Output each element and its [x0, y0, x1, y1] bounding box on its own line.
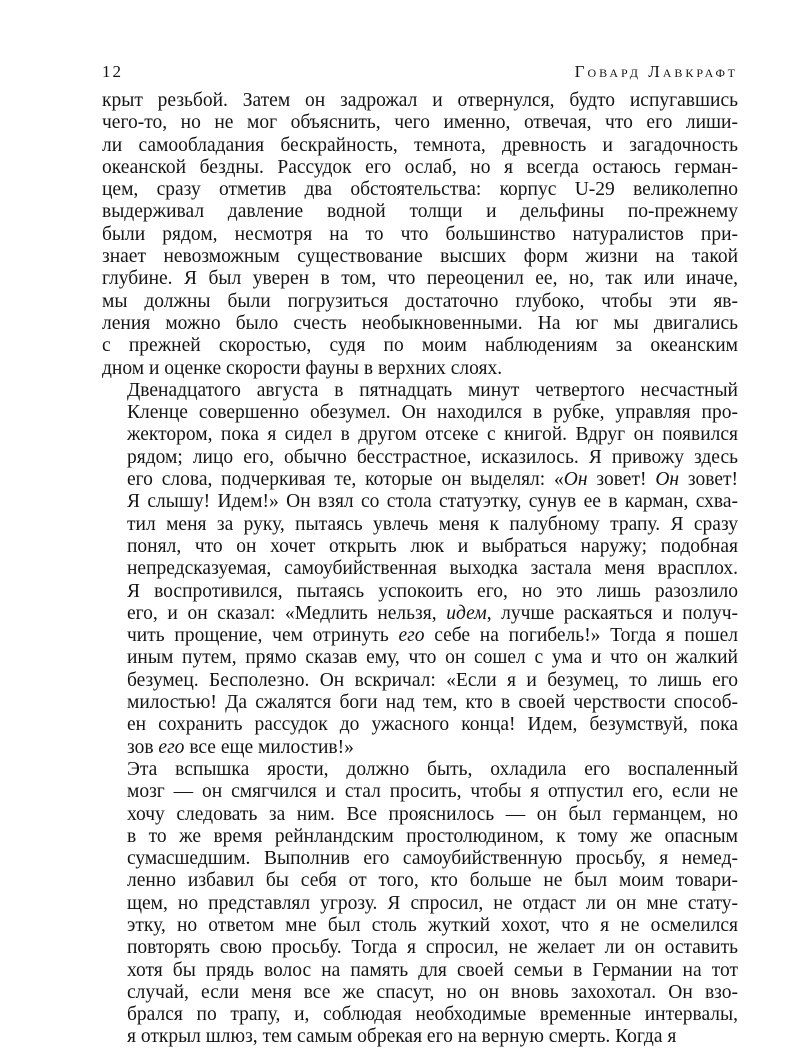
- book-author: Говард Лавкрафт: [574, 62, 738, 81]
- text-line: хотя бы прядь волос на память для своей семьи в Германии на тот: [127, 959, 738, 981]
- text-line: его слова, подчеркивая те, которые он выделял: «Он зовет! Он зовет!: [127, 469, 739, 491]
- text-line: Я воспротивился, пытаясь успокоить его, но это лишь разозлило: [127, 580, 738, 602]
- emphasis: идем: [446, 602, 487, 624]
- emphasis: его: [158, 736, 185, 758]
- text-line: ли самообладания бескрайность, темнота, древность и загадочность: [102, 134, 738, 156]
- text-line: мы должны были погрузиться достаточно глубоко, чтобы эти яв-: [102, 290, 738, 312]
- text-line: были рядом, несмотря на то что большинство натуралистов при-: [102, 223, 738, 245]
- text-line: Кленце совершенно обезумел. Он находился в рубке, управляя про-: [127, 402, 738, 424]
- text-line: жектором, пока я сидел в другом отсеке с книгой. Вдруг он появился: [127, 424, 738, 446]
- text-line: чить прощение, чем отринуть его себе на погибель!» Тогда я пошел: [127, 625, 738, 647]
- text-line: ленно избавил бы себя от того, кто больше не был моим товари-: [127, 870, 738, 892]
- text-line: знает невозможным существование высших форм жизни на такой: [102, 246, 738, 268]
- text-line: Двенадцатого августа в пятнадцать минут четвертого несчастный: [127, 379, 738, 401]
- text-line: Эта вспышка ярости, должно быть, охладила его воспаленный: [127, 758, 738, 780]
- text-line: выдерживал давление водной толщи и дельфины по-прежнему: [102, 201, 738, 223]
- text-line: океанской бездны. Рассудок его ослаб, но я всегда остаюсь герман-: [102, 156, 738, 178]
- paragraph: [102, 380, 738, 759]
- text-line: чего-то, но не мог объяснить, чего именно, отвечая, что его лиши-: [102, 112, 738, 134]
- emphasis: его: [398, 625, 425, 647]
- text-line: зов его все еще милостив!»: [127, 736, 354, 758]
- paragraph: [102, 90, 738, 380]
- text-line: крыт резьбой. Затем он задрожал и отвернулся, будто испугавшись: [102, 90, 738, 111]
- text-line: дном и оценке скорости фауны в верхних слоях.: [102, 357, 503, 379]
- text-line: щем, но представлял угрозу. Я спросил, не отдаст ли он мне стату-: [127, 892, 738, 914]
- text-line: ления можно было счесть необыкновенными. На юг мы двигались: [102, 312, 738, 334]
- text-line: сумасшедшим. Выполнив его самоубийственную просьбу, я немед-: [127, 848, 738, 870]
- text-line: понял, что он хочет открыть люк и выбраться наружу; подобная: [127, 535, 738, 557]
- text-line: в то же время рейнландским простолюдином, к тому же опасным: [127, 825, 738, 847]
- text-line: рядом; лицо его, обычно бесстрастное, исказилось. Я привожу здесь: [127, 446, 738, 468]
- text-line: Я слышу! Идем!» Он взял со стола статуэтку, сунув ее в карман, схва-: [127, 491, 738, 513]
- running-head: [102, 62, 738, 90]
- book-page: [102, 62, 738, 1049]
- paragraph: [102, 759, 738, 1049]
- text-line: тил меня за руку, пытаясь увлечь меня к палубному трапу. Я сразу: [127, 513, 738, 535]
- text-line: повторять свою просьбу. Тогда я спросил, не желает ли он оставить: [127, 937, 738, 959]
- text-line: мозг — он смягчился и стал просить, чтобы я отпустил его, если не: [127, 781, 738, 803]
- text-line: ен сохранить рассудок до ужасного конца! Идем, безумствуй, пока: [127, 714, 738, 736]
- text-line: этку, но ответом мне был столь жуткий хохот, что я не осмелился: [127, 914, 738, 936]
- text-line: хочу следовать за ним. Все прояснилось — он был германцем, но: [127, 803, 738, 825]
- emphasis: Он: [563, 469, 588, 491]
- text-line: его, и он сказал: «Медлить нельзя, идем, лучше раскаяться и получ-: [127, 602, 738, 624]
- page-number: 12: [102, 62, 123, 81]
- text-line: брался по трапу, и, соблюдая необходимые временные интервалы,: [127, 1004, 738, 1026]
- text-line: безумец. Бесполезно. Он вскричал: «Если я и безумец, то лишь его: [127, 669, 738, 691]
- text-line: случай, если меня все же спасут, но он вновь захохотал. Он взо-: [127, 981, 738, 1003]
- text-line: цем, сразу отметив два обстоятельства: корпус U-29 великолепно: [102, 179, 738, 201]
- emphasis: Он: [655, 469, 680, 491]
- text-line: глубине. Я был уверен в том, что переоценил ее, но, так или иначе,: [102, 268, 738, 290]
- text-line: иным путем, прямо сказав ему, что он сошел с ума и что он жалкий: [127, 647, 738, 669]
- body-text: [102, 90, 738, 1049]
- text-line: я открыл шлюз, тем самым обрекая его на верную смерть. Когда я: [127, 1026, 677, 1048]
- text-line: непредсказуемая, самоубийственная выходка застала меня врасплох.: [127, 558, 738, 580]
- text-line: с прежней скоростью, судя по моим наблюдениям за океанским: [102, 335, 738, 357]
- text-line: милостью! Да сжалятся боги над тем, кто в своей черствости способ-: [127, 692, 738, 714]
